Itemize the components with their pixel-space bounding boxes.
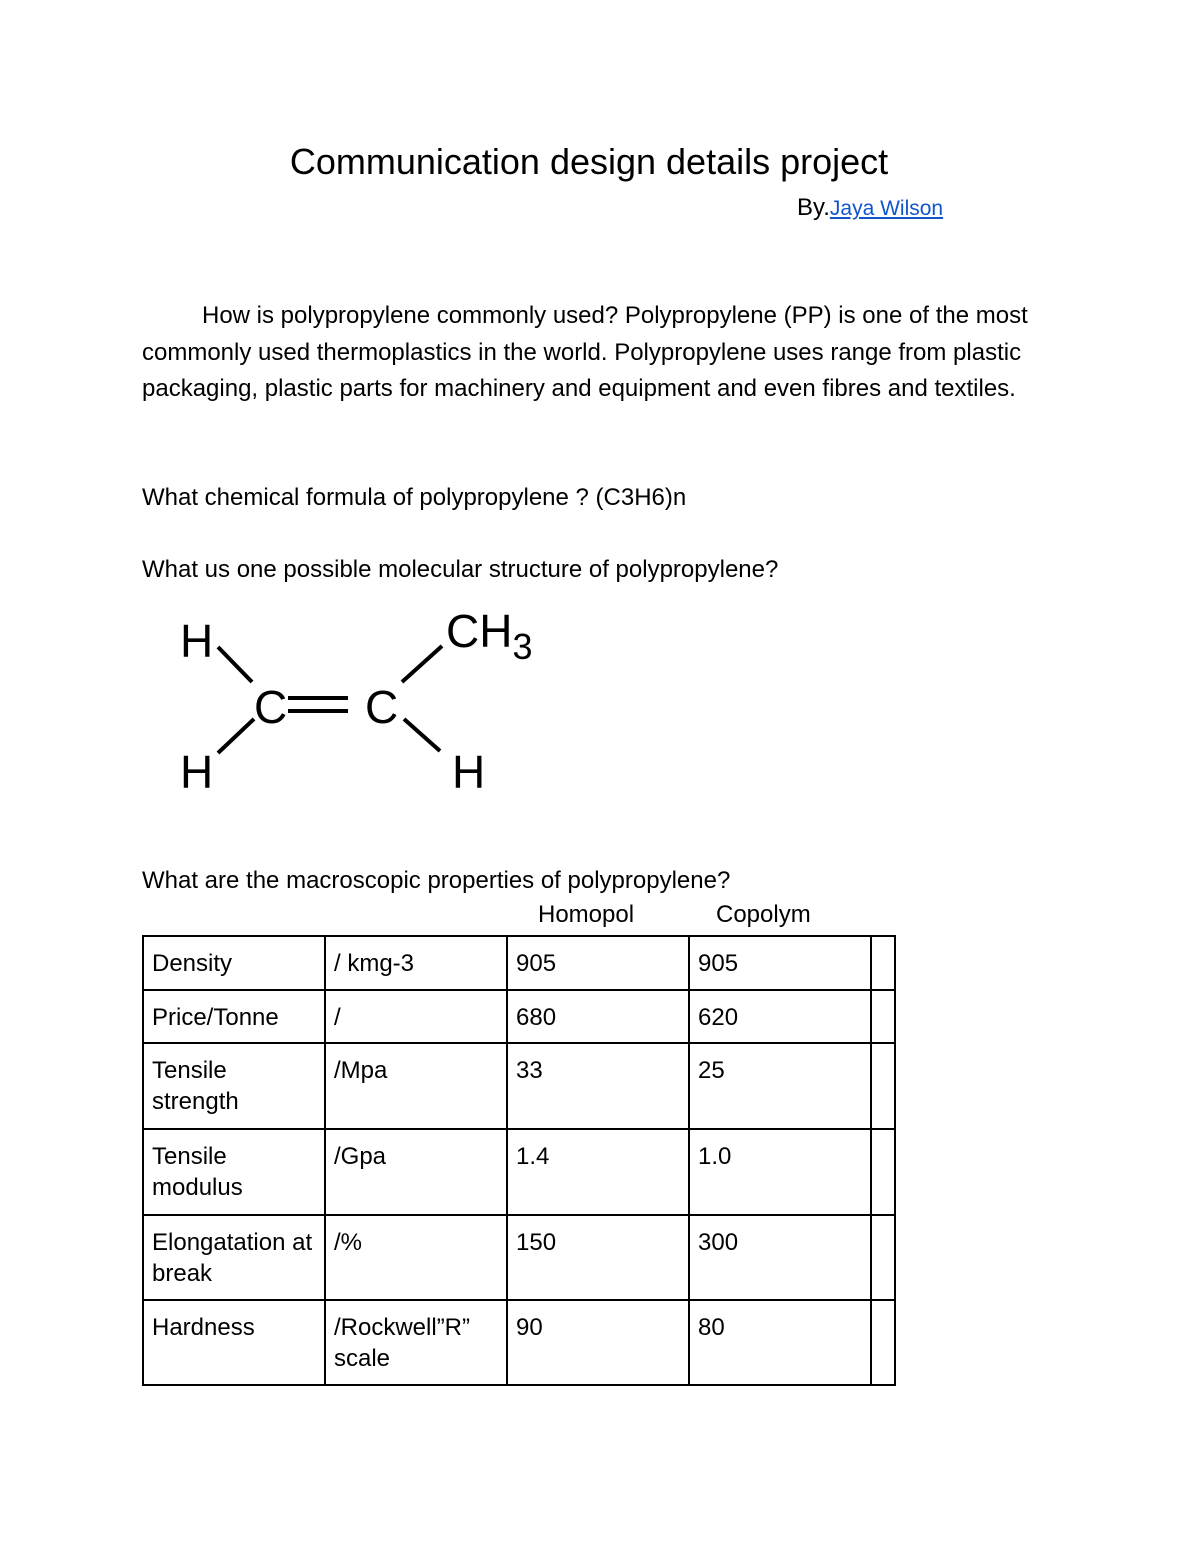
bond-c-ch3 xyxy=(402,646,442,682)
copolymer-cell: 80 xyxy=(689,1300,871,1385)
homopolymer-cell: 150 xyxy=(507,1215,689,1300)
atom-ch3-subscript: 3 xyxy=(512,626,533,667)
empty-cell xyxy=(871,936,895,990)
usage-paragraph-text: How is polypropylene commonly used? Polypropylene (PP) is one of the most commonly used thermoplastics in the world. Polypropylene uses range from plastic packaging, plastic parts for machinery and equipment and even fibres and textiles. xyxy=(142,302,1028,402)
unit-cell: /% xyxy=(325,1215,507,1300)
byline xyxy=(797,193,943,224)
empty-cell xyxy=(871,1300,895,1385)
empty-cell xyxy=(871,1129,895,1215)
atom-h-top-left: H xyxy=(180,615,214,667)
column-header-homopolymer: Homopol xyxy=(538,901,635,928)
table-row xyxy=(143,1129,895,1215)
property-cell: Price/Tonne xyxy=(143,990,325,1043)
table-row xyxy=(143,1300,895,1385)
column-header-copolymer: Copolym xyxy=(716,901,811,928)
properties-question: What are the macroscopic properties of polypropylene? xyxy=(142,867,731,894)
table-row xyxy=(143,990,895,1043)
homopolymer-cell: 905 xyxy=(507,936,689,990)
author-link[interactable]: Jaya Wilson xyxy=(829,197,944,220)
empty-cell xyxy=(871,1043,895,1129)
unit-cell: /Gpa xyxy=(325,1129,507,1215)
bond-h-c-bottom xyxy=(218,719,254,753)
copolymer-cell: 300 xyxy=(689,1215,871,1300)
homopolymer-cell: 680 xyxy=(507,990,689,1043)
property-cell: Tensile modulus xyxy=(143,1129,325,1215)
unit-cell: / xyxy=(325,990,507,1043)
atom-h-bottom-right: H xyxy=(452,746,486,798)
usage-paragraph xyxy=(142,298,1062,408)
empty-cell xyxy=(871,1215,895,1300)
property-cell: Tensile strength xyxy=(143,1043,325,1129)
homopolymer-cell: 1.4 xyxy=(507,1129,689,1215)
bond-c-h-right xyxy=(404,719,440,751)
homopolymer-cell: 33 xyxy=(507,1043,689,1129)
table-row xyxy=(143,936,895,990)
copolymer-cell: 25 xyxy=(689,1043,871,1129)
unit-cell: /Mpa xyxy=(325,1043,507,1129)
atom-ch3 xyxy=(446,605,532,667)
atom-ch3-main: CH xyxy=(446,605,513,657)
atom-h-bottom-left: H xyxy=(180,746,214,798)
unit-cell: /Rockwell”R” scale xyxy=(325,1300,507,1385)
atom-c-right: C xyxy=(365,681,399,733)
homopolymer-cell: 90 xyxy=(507,1300,689,1385)
copolymer-cell: 1.0 xyxy=(689,1129,871,1215)
empty-cell xyxy=(871,990,895,1043)
property-cell: Elongatation at break xyxy=(143,1215,325,1300)
bond-h-c-top xyxy=(218,647,252,682)
byline-prefix: By. xyxy=(797,194,830,221)
properties-table xyxy=(142,935,896,1386)
property-cell: Density xyxy=(143,936,325,990)
propylene-structure-diagram xyxy=(170,605,570,805)
copolymer-cell: 620 xyxy=(689,990,871,1043)
table-row xyxy=(143,1215,895,1300)
copolymer-cell: 905 xyxy=(689,936,871,990)
formula-question: What chemical formula of polypropylene ? (C3H6)n xyxy=(142,484,687,511)
table-row xyxy=(143,1043,895,1129)
structure-question: What us one possible molecular structure of polypropylene? xyxy=(142,556,779,583)
unit-cell: / kmg-3 xyxy=(325,936,507,990)
property-cell: Hardness xyxy=(143,1300,325,1385)
document-title: Communication design details project xyxy=(289,141,889,182)
atom-c-left: C xyxy=(254,681,288,733)
